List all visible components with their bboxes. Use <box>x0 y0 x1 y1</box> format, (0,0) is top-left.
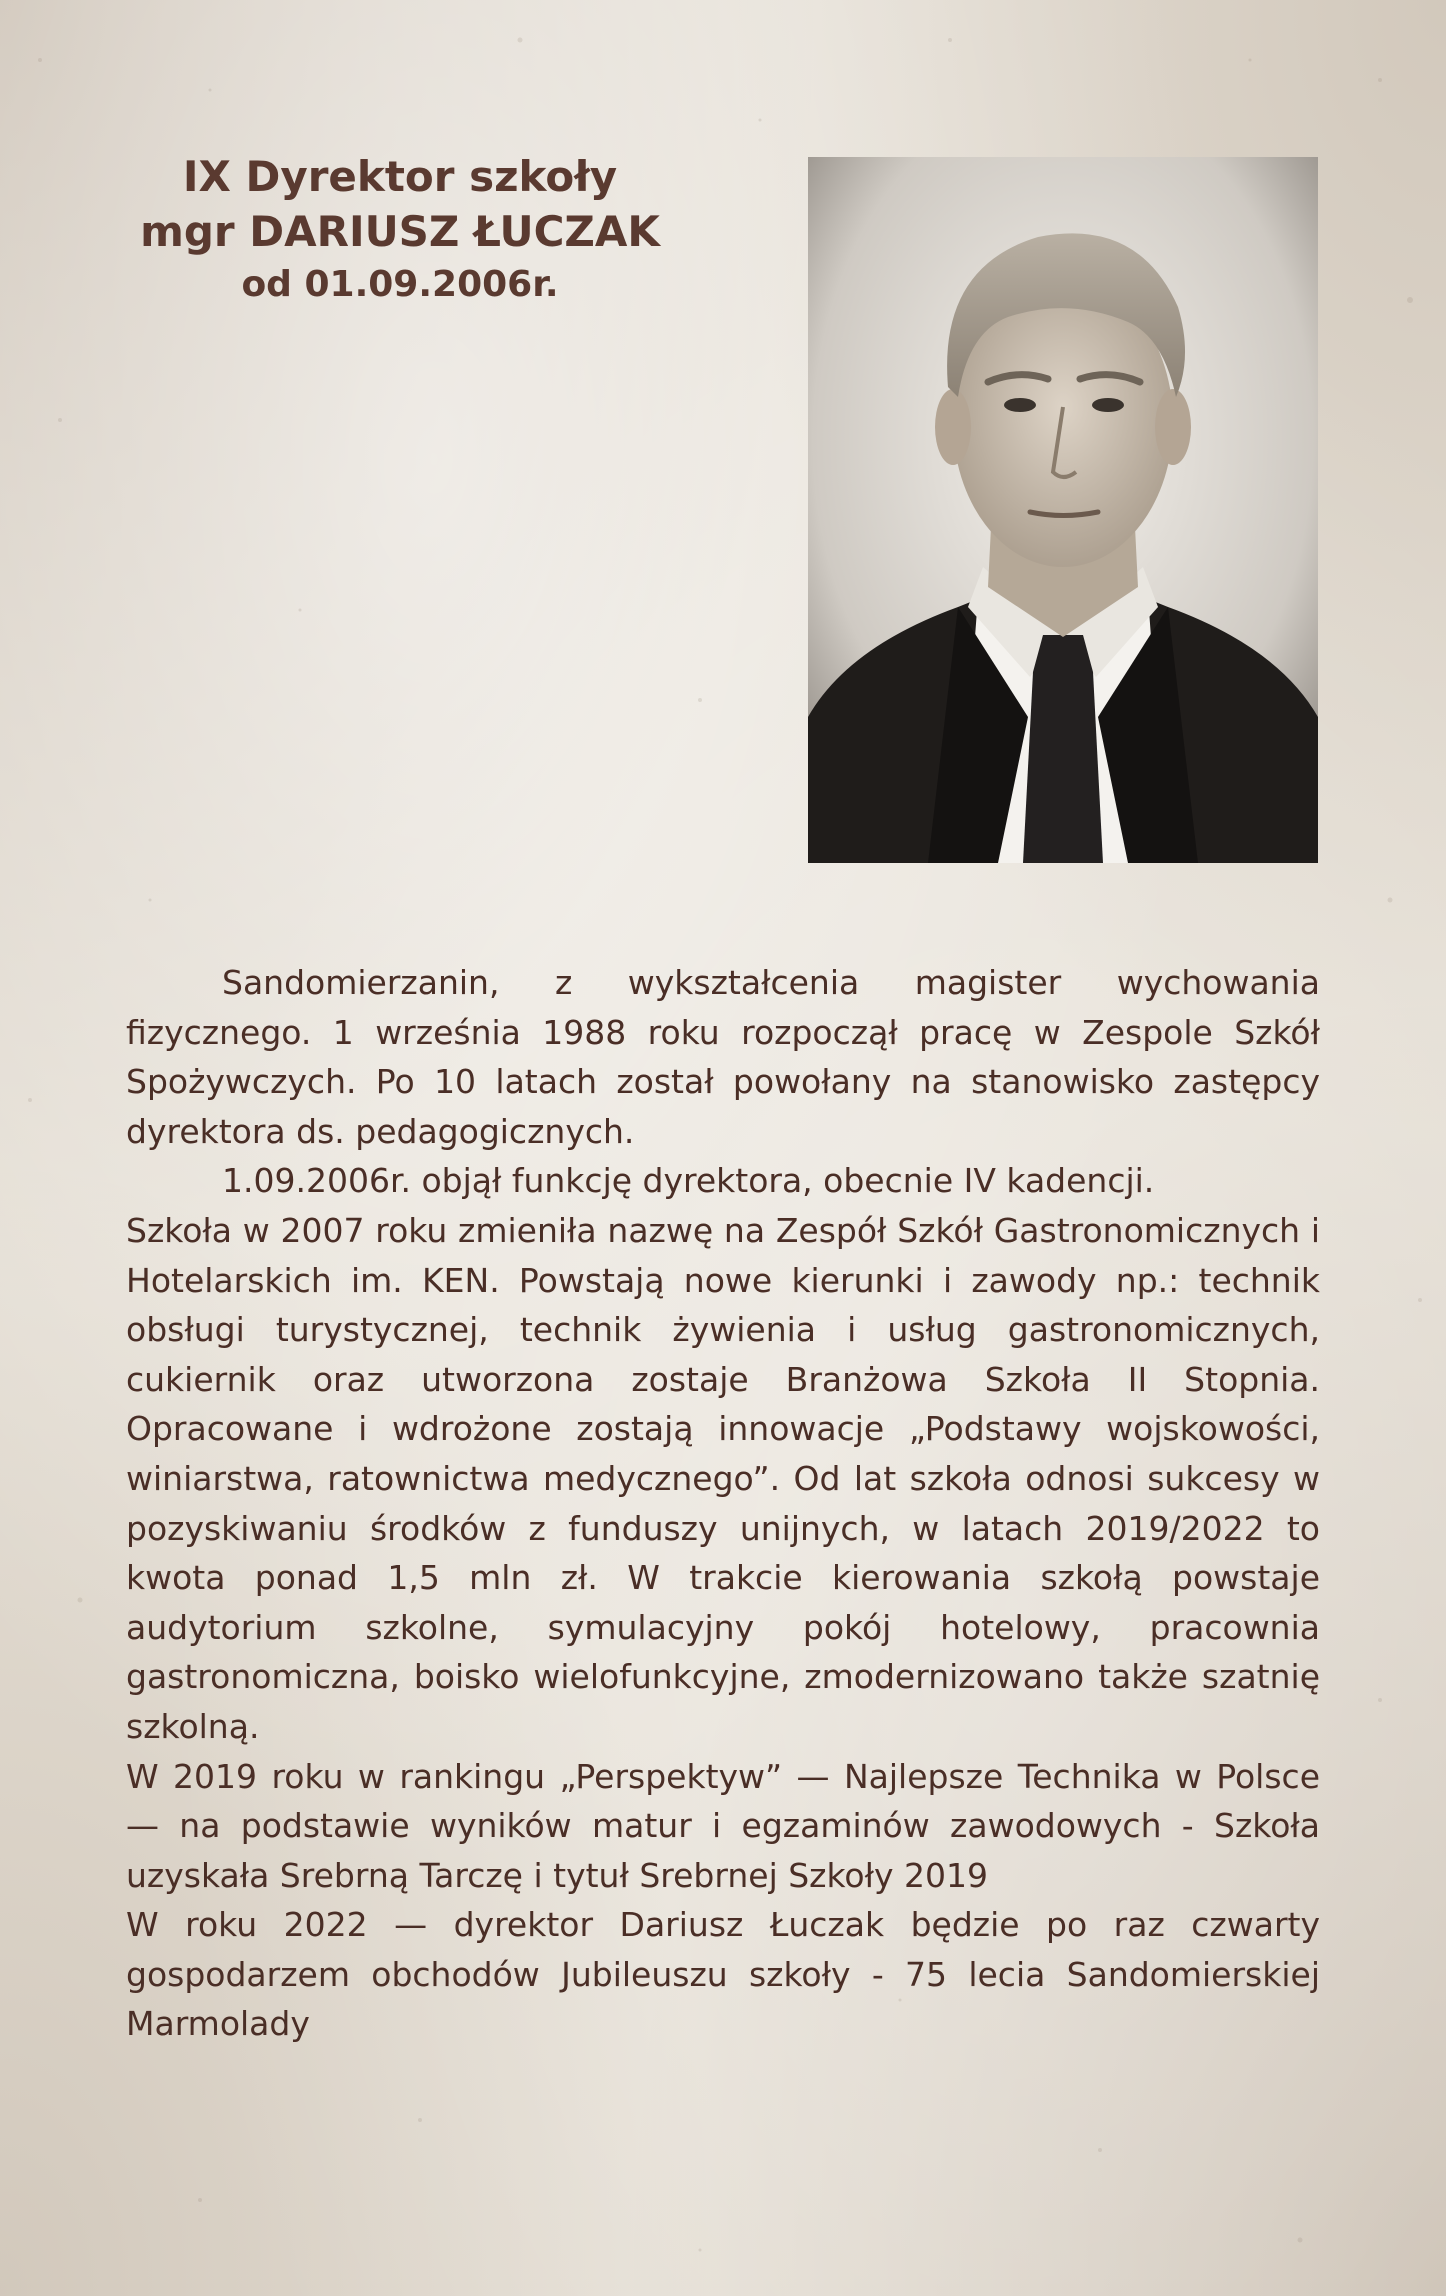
portrait-photo-icon <box>808 157 1318 863</box>
biography-paragraph-5: W roku 2022 — dyrektor Dariusz Łuczak będzie po raz czwarty gospodarzem obchodów Jubileuszu szkoły - 75 lecia Sandomierskiej Marmolady <box>126 1905 1320 2044</box>
biography-paragraph-3: Szkoła w 2007 roku zmieniła nazwę na Zespół Szkół Gastronomicznych i Hotelarskich im. KEN. Powstają nowe kierunki i zawody np.: technik obsługi turystycznej, technik żywienia i usług gastronomicznych, cukiernik oraz utworzona zostaje Branżowa Szkoła II Stopnia. Opracowane i wdrożone zostają innowacje „Podstawy wojskowości, winiarstwa, ratownictwa medycznego”. Od lat szkoła odnosi sukcesy w pozyskiwaniu środków z funduszy unijnych, w latach 2019/2022 to kwota ponad 1,5 mln zł. W trakcie kierowania szkołą powstaje audytorium szkolne, symulacyjny pokój hotelowy, pracownia gastronomiczna, boisko wielofunkcyjne, zmodernizowano także szatnię szkolną. <box>126 1210 1320 1746</box>
biography-paragraph-1: Sandomierzanin, z wykształcenia magister wychowania fizycznego. 1 września 1988 roku rozpoczął pracę w Zespole Szkół Spożywczych. Po 10 latach został powołany na stanowisko zastępcy dyrektora ds. pedagogicznych. <box>126 963 1320 1151</box>
director-name: mgr DARIUSZ ŁUCZAK <box>140 207 660 256</box>
biography-paragraph-4: W 2019 roku w rankingu „Perspektyw” — Najlepsze Technika w Polsce — na podstawie wyników matur i egzaminów zawodowych - Szkoła uzyskała Srebrną Tarczę i tytuł Srebrnej Szkoły 2019 <box>126 1756 1320 1895</box>
director-start-date: od 01.09.2006r. <box>241 264 559 305</box>
director-heading <box>110 150 690 310</box>
biography-paragraph-2: 1.09.2006r. objął funkcję dyrektora, obecnie IV kadencji. <box>222 1161 1155 1201</box>
biography-text <box>126 958 1320 2049</box>
director-rank-title: IX Dyrektor szkoły <box>182 152 618 201</box>
